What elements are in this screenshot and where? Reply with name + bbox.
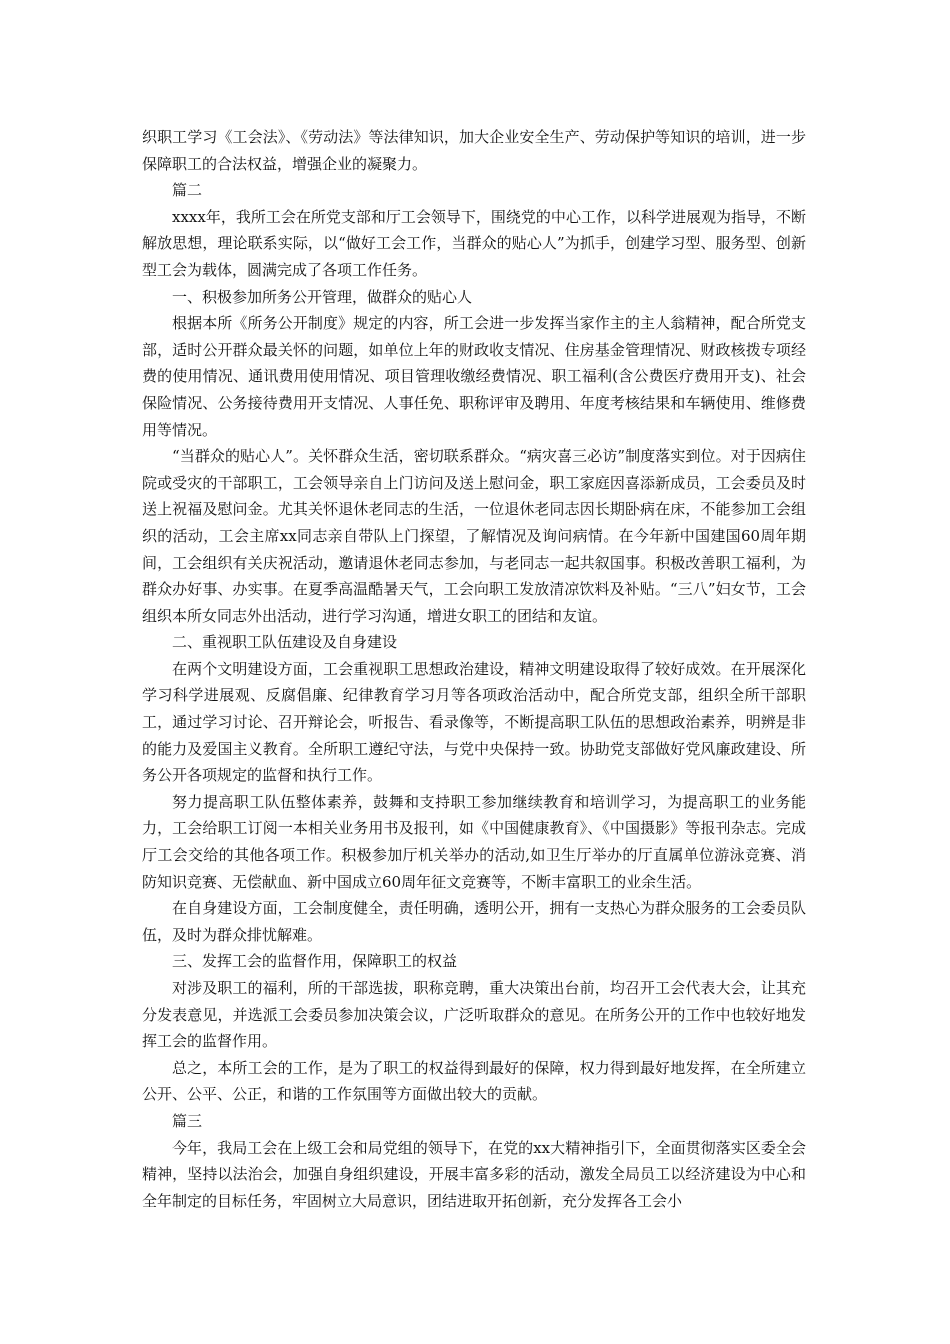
paragraph: xxxx年，我所工会在所党支部和厅工会领导下，围绕党的中心工作，以科学进展观为指导，不断解放思想，理论联系实际，以“做好工会工作，当群众的贴心人”为抓手，创建学习型、服务型、创新型工会为载体，圆满完成了各项工作任务。 <box>142 207 806 279</box>
paragraph: 在自身建设方面，工会制度健全，责任明确，透明公开，拥有一支热心为群众服务的工会委员队伍，及时为群众排忧解难。 <box>142 899 806 944</box>
subheading-3: 三、发挥工会的监督作用，保障职工的权益 <box>172 952 458 971</box>
paragraph: 努力提高职工队伍整体素养，鼓舞和支持职工参加继续教育和培训学习，为提高职工的业务能力，工会给职工订阅一本相关业务用书及报刊，如《中国健康教育》、《中国摄影》等报刊杂志。完成厅工会交给的其他各项工作。积极参加厅机关举办的活动,如卫生厅举办的厅直属单位游泳竞赛、消防知识竞赛、无偿献血、新中国成立60周年征文竞赛等，不断丰富职工的业余生活。 <box>142 792 806 891</box>
document-page <box>142 124 806 1214</box>
subheading-1: 一、积极参加所务公开管理，做群众的贴心人 <box>172 287 473 306</box>
paragraph: 总之，本所工会的工作，是为了职工的权益得到最好的保障，权力得到最好地发挥，在全所建立公开、公平、公正，和谐的工作氛围等方面做出较大的贡献。 <box>142 1058 806 1104</box>
paragraph: 对涉及职工的福利，所的干部选拔，职称竞聘，重大决策出台前，均召开工会代表大会，让其充分发表意见，并选派工会委员参加决策会议，广泛听取群众的意见。在所务公开的工作中也较好地发挥工会的监督作用。 <box>142 979 806 1051</box>
paragraph: 在两个文明建设方面，工会重视职工思想政治建设，精神文明建设取得了较好成效。在开展深化学习科学进展观、反腐倡廉、纪律教育学习月等各项政治活动中，配合所党支部，组织全所干部职工，通过学习讨论、召开辩论会，听报告、看录像等，不断提高职工队伍的思想政治素养，明辨是非的能力及爱国主义教育。全所职工遵纪守法，与党中央保持一致。协助党支部做好党风廉政建设、所务公开各项规定的监督和执行工作。 <box>142 659 806 785</box>
subheading-2: 二、重视职工队伍建设及自身建设 <box>172 633 398 652</box>
paragraph-continued: 织职工学习《工会法》、《劳动法》等法律知识，加大企业安全生产、劳动保护等知识的培训，进一步保障职工的合法权益，增强企业的凝聚力。 <box>142 128 806 173</box>
paragraph: “当群众的贴心人”。关怀群众生活，密切联系群众。“病灾喜三必访”制度落实到位。对于因病住院或受灾的干部职工，工会领导亲自上门访问及送上慰问金，职工家庭因喜添新成员，工会委员及时送上祝福及慰问金。尤其关怀退休老同志的生活，一位退休老同志因长期卧病在床，不能参加工会组织的活动，工会主席xx同志亲自带队上门探望，了解情况及询问病情。在今年新中国建国60周年期间，工会组织有关庆祝活动，邀请退休老同志参加，与老同志一起共叙国事。积极改善职工福利，为群众办好事、办实事。在夏季高温酷暑天气，工会向职工发放清凉饮料及补贴。“三八”妇女节，工会组织本所女同志外出活动，进行学习沟通，增进女职工的团结和友谊。 <box>142 447 806 625</box>
section-heading-pian-san: 篇三 <box>172 1111 203 1130</box>
section-heading-pian-er: 篇二 <box>172 181 203 200</box>
paragraph: 根据本所《所务公开制度》规定的内容，所工会进一步发挥当家作主的主人翁精神，配合所党支部，适时公开群众最关怀的问题，如单位上年的财政收支情况、住房基金管理情况、财政核拨专项经费的使用情况、通讯费用使用情况、项目管理收缴经费情况、职工福利(含公费医疗费用开支)、社会保险情况、公务接待费用开支情况、人事任免、职称评审及聘用、年度考核结果和车辆使用、维修费用等情况。 <box>142 314 806 439</box>
paragraph: 今年，我局工会在上级工会和局党组的领导下，在党的xx大精神指引下，全面贯彻落实区委全会精神，坚持以法治会，加强自身组织建设，开展丰富多彩的活动，激发全局员工以经济建设为中心和全年制定的目标任务，牢固树立大局意识，团结进取开拓创新，充分发挥各工会小 <box>142 1138 806 1210</box>
